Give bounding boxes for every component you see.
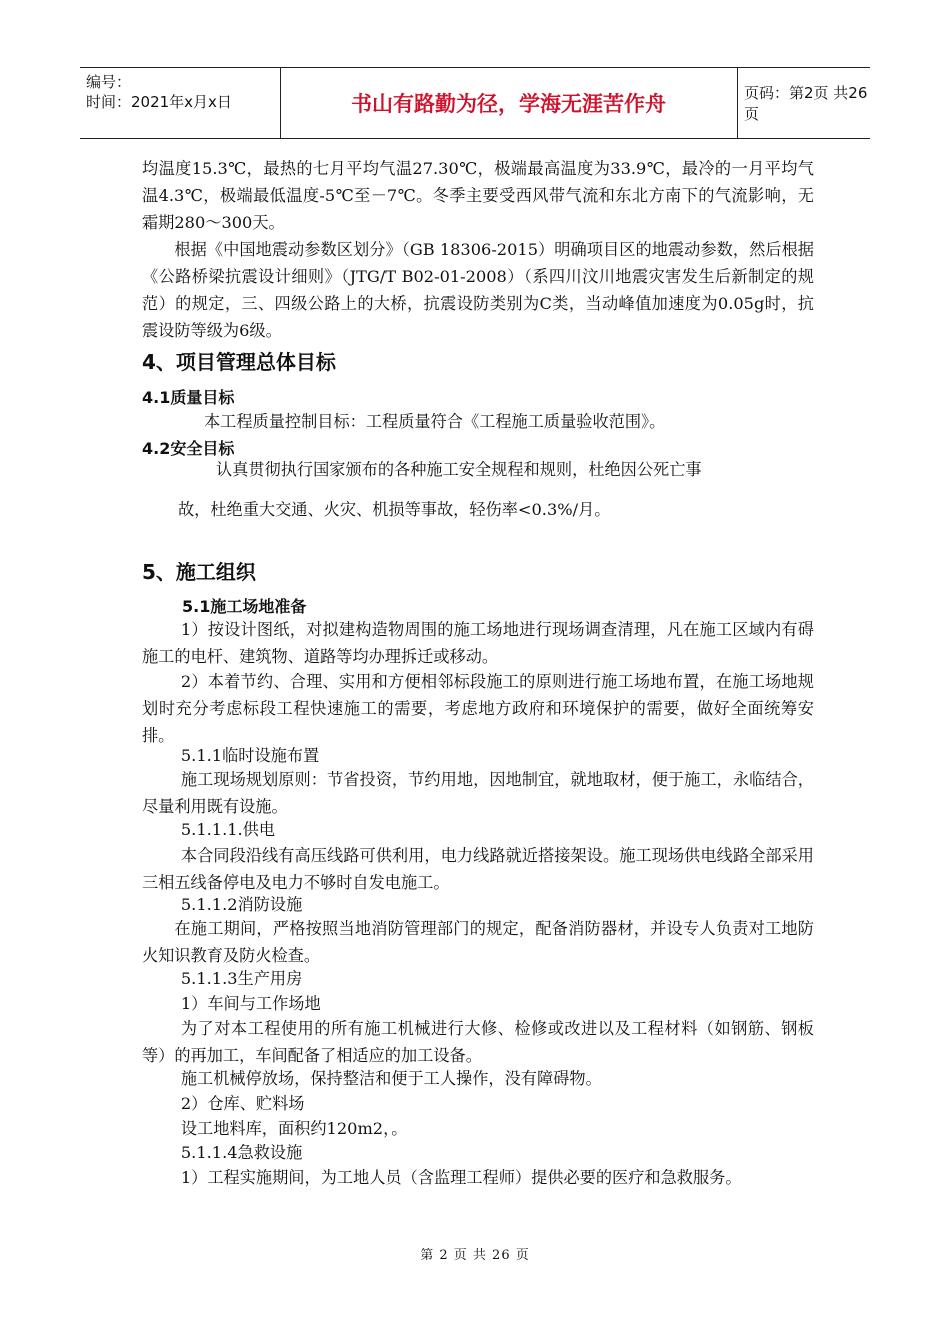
paragraph-seismic: 根据《中国地震动参数区划分》（GB 18306-2015）明确项目区的地震动参数，然后根据《公路桥梁抗震设计细则》（JTG/T B02-01-2008）（系四川汶川地震灾害发生后新制定的规范）的规定，三、四级公路上的大桥，抗震设防类别为C类，当动峰值加速度为0.05g时，抗震设防等级为6级。 — [142, 240, 814, 340]
heading-safety-goal: 4.2安全目标 — [142, 439, 235, 458]
heading-site-prep: 5.1施工场地准备 — [182, 597, 307, 616]
document-date-label: 时间：2021年x月x日 — [86, 93, 232, 111]
paragraph-quality-goal: 本工程质量控制目标：工程质量符合《工程施工质量验收范围》。 — [204, 412, 666, 431]
page-header — [80, 67, 870, 139]
heading-production-rooms: 5.1.1.3生产用房 — [180, 969, 303, 988]
paragraph-temp-facilities: 施工现场规划原则：节省投资，节约用地，因地制宜，就地取材，便于施工，永临结合，尽量利用既有设施。 — [142, 770, 814, 816]
header-divider — [737, 68, 738, 138]
header-page-number: 页码：第2页 共26页 — [744, 84, 868, 123]
paragraph-fire-facilities: 在施工期间，严格按照当地消防管理部门的规定，配备消防器材，并设专人负责对工地防火知识教育及防火检查。 — [142, 919, 814, 965]
page-footer: 第 2 页 共 26 页 — [420, 1248, 530, 1263]
paragraph-safety-goal-line1: 认真贯彻执行国家颁布的各种施工安全规程和规则，杜绝因公死亡事 — [216, 460, 702, 479]
heading-project-goals: 4、项目管理总体目标 — [142, 350, 336, 374]
heading-fire-facilities: 5.1.1.2消防设施 — [180, 895, 303, 914]
heading-quality-goal: 4.1质量目标 — [142, 388, 235, 407]
paragraph-climate: 均温度15.3℃，最热的七月平均气温27.30℃，极端最高温度为33.9℃，最冷的一月平均气温4.3℃，极端最低温度-5℃至－7℃。冬季主要受西风带气流和东北方南下的气流影响，无霜期280～300天。 — [142, 159, 814, 232]
paragraph-power-supply: 本合同段沿线有高压线路可供利用，电力线路就近搭接架设。施工现场供电线路全部采用三相五线备停电及电力不够时自发电施工。 — [142, 846, 814, 892]
heading-construction-org: 5、施工组织 — [142, 560, 256, 584]
heading-power-supply: 5.1.1.1.供电 — [180, 820, 276, 839]
paragraph-workshop: 为了对本工程使用的所有施工机械进行大修、检修或改进以及工程材料（如钢筋、钢板等）的再加工，车间配备了相适应的加工设备。 — [142, 1019, 814, 1065]
header-motto: 书山有路勤为径，学海无涯苦作舟 — [351, 92, 666, 116]
paragraph-safety-goal-line2: 故，杜绝重大交通、火灾、机损等事故，轻伤率<0.3%/月。 — [178, 500, 611, 519]
heading-first-aid: 5.1.1.4急救设施 — [180, 1143, 303, 1162]
paragraph-warehouse: 设工地料库，面积约120m2，。 — [180, 1119, 408, 1138]
header-meta — [86, 72, 232, 112]
paragraph-site-prep-2: 2）本着节约、合理、实用和方便相邻标段施工的原则进行施工场地布置，在施工场地规划时充分考虑标段工程快速施工的需要，考虑地方政府和环境保护的需要，做好全面统筹安排。 — [142, 672, 814, 745]
paragraph-first-aid: 1）工程实施期间，为工地人员（含监理工程师）提供必要的医疗和急救服务。 — [180, 1168, 742, 1187]
document-number-label: 编号： — [86, 73, 132, 91]
paragraph-workshop-title: 1）车间与工作场地 — [180, 994, 321, 1013]
heading-temp-facilities: 5.1.1临时设施布置 — [180, 746, 320, 765]
paragraph-machine-parking: 施工机械停放场，保持整洁和便于工人操作，没有障碍物。 — [180, 1069, 602, 1088]
paragraph-site-prep-1: 1）按设计图纸，对拟建构造物周围的施工场地进行现场调查清理，凡在施工区域内有碍施工的电杆、建筑物、道路等均办理拆迁或移动。 — [142, 620, 814, 666]
paragraph-warehouse-title: 2）仓库、贮料场 — [180, 1094, 305, 1113]
